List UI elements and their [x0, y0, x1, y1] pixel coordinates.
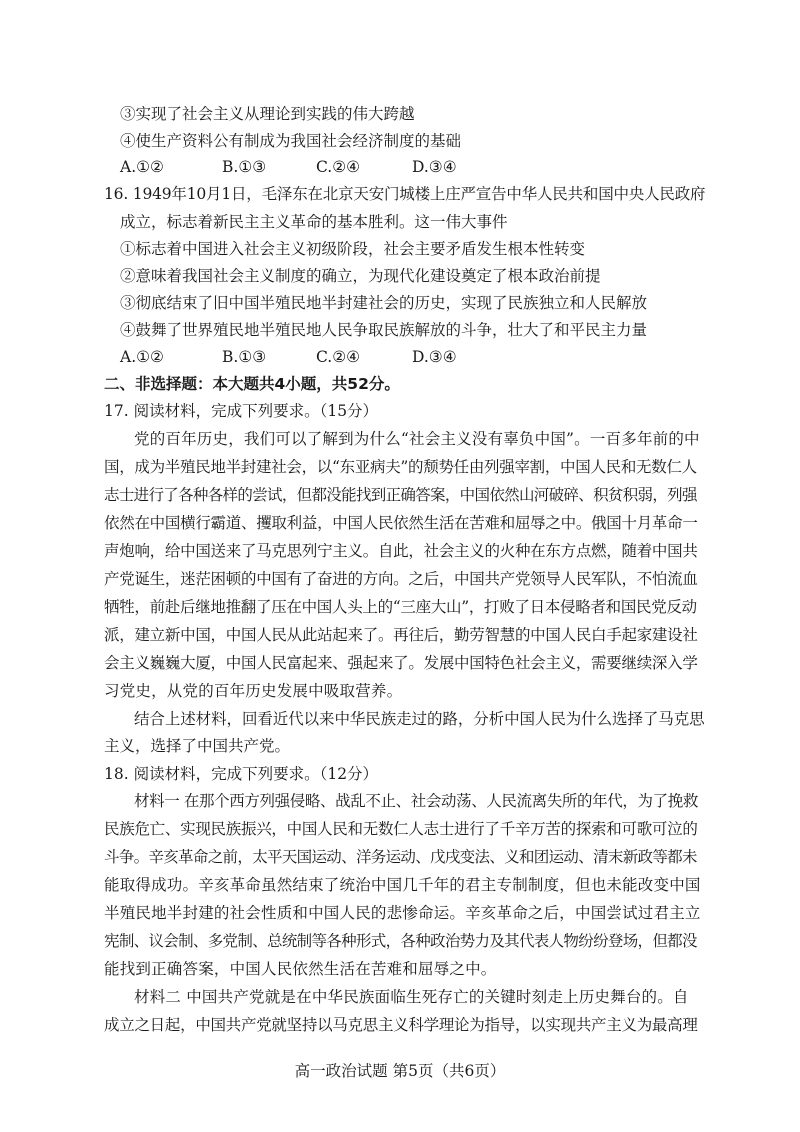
q17-material-line: 志士进行了各种各样的尝试，但都没能找到正确答案，中国依然山河破碎、积贫积弱，列强 — [104, 486, 697, 504]
q18-material-2-line: 成立之日起，中国共产党就坚持以马克思主义科学理论为指导，以实现共产主义为最高理 — [104, 1016, 698, 1034]
q15-option-a: A.①② — [120, 158, 164, 176]
q15-option-d: D.③④ — [412, 158, 457, 176]
q17-question-line: 主义，选择了中国共产党。 — [104, 737, 291, 755]
q15-item-3: ③实现了社会主义从理论到实践的伟大跨越 — [120, 105, 415, 123]
q16-option-a: A.①② — [120, 348, 164, 366]
q16-item-2: ②意味着我国社会主义制度的确立，为现代化建设奠定了根本政治前提 — [120, 267, 601, 285]
q17-material-line: 声炮响，给中国送来了马克思列宁主义。自此，社会主义的火种在东方点燃，随着中国共 — [104, 542, 698, 560]
q16-item-3: ③彻底结束了旧中国半殖民地半封建社会的历史，实现了民族独立和人民解放 — [120, 294, 648, 312]
q17-material-line: 产党诞生，迷茫困顿的中国有了奋进的方向。之后，中国共产党领导人民军队，不怕流血 — [104, 570, 698, 588]
q17-material-line: 党的百年历史，我们可以了解到为什么“社会主义没有辜负中国”。一百多年前的中 — [134, 430, 700, 448]
q18-material-1-line: 民族危亡、实现民族振兴，中国人民和无数仁人志士进行了千辛万苦的探索和可歌可泣的 — [104, 820, 698, 838]
q16-item-4: ④鼓舞了世界殖民地半殖民地人民争取民族解放的斗争，壮大了和平民主力量 — [120, 321, 648, 339]
q18-material-1-line: 半殖民地半封建的社会性质和中国人民的悲惨命运。辛亥革命之后，中国尝试过君主立 — [104, 904, 701, 922]
q16-stem-line-1: 16. 1949年10月1日，毛泽东在北京天安门城楼上庄严宣告中华人民共和国中央人民政府 — [104, 185, 706, 203]
q17-title: 17. 阅读材料，完成下列要求。（15分） — [104, 402, 379, 420]
q18-title: 18. 阅读材料，完成下列要求。（12分） — [104, 765, 379, 783]
q17-material-line: 依然在中国横行霸道、攫取利益，中国人民依然生活在苦难和屈辱之中。俄国十月革命一 — [104, 514, 698, 532]
q17-material-line: 牺牲，前赴后继地推翻了压在中国人头上的“三座大山”，打败了日本侵略者和国民党反动 — [104, 598, 697, 616]
q17-question-line: 结合上述材料，回看近代以来中华民族走过的路，分析中国人民为什么选择了马克思 — [134, 710, 705, 728]
q18-material-2-line: 材料二 中国共产党就是在中华民族面临生死存亡的关键时刻走上历史舞台的。自 — [134, 988, 689, 1006]
q17-material-line: 习党史，从党的百年历史发展中吸取营养。 — [104, 682, 403, 700]
q17-material-line: 国，成为半殖民地半封建社会，以“东亚病夫”的颓势任由列强宰割，中国人民和无数仁人 — [104, 458, 697, 476]
q16-stem-line-2: 成立，标志着新民主主义革命的基本胜利。这一伟大事件 — [120, 213, 508, 231]
q17-material-line: 派，建立新中国，中国人民从此站起来了。再往后，勤劳智慧的中国人民白手起家建设社 — [104, 626, 698, 644]
q15-item-4: ④使生产资料公有制成为我国社会经济制度的基础 — [120, 132, 462, 150]
q16-option-b: B.①③ — [222, 348, 267, 366]
q18-material-1-line: 能找到正确答案，中国人民依然生活在苦难和屈辱之中。 — [104, 960, 497, 978]
q16-item-1: ①标志着中国进入社会主义初级阶段，社会主要矛盾发生根本性转变 — [120, 240, 586, 258]
q18-material-1-line: 斗争。辛亥革命之前，太平天国运动、洋务运动、戊戌变法、义和团运动、清末新政等都未 — [104, 848, 697, 866]
q15-option-b: B.①③ — [222, 158, 267, 176]
section-2-heading: 二、非选择题：本大题共4小题，共52分。 — [104, 375, 400, 393]
q16-option-c: C.②④ — [316, 348, 361, 366]
q18-material-1-line: 能取得成功。辛亥革命虽然结束了统治中国几千年的君主专制制度，但也未能改变中国 — [104, 876, 701, 894]
q15-option-c: C.②④ — [316, 158, 361, 176]
q17-material-line: 会主义巍巍大厦，中国人民富起来、强起来了。发展中国特色社会主义，需要继续深入学 — [104, 654, 698, 672]
page-footer: 高一政治试题 第5页（共6页） — [294, 1062, 506, 1080]
q18-material-1-line: 宪制、议会制、多党制、总统制等各种形式，各种政治势力及其代表人物纷纷登场，但都没 — [104, 932, 697, 950]
q18-material-1-line: 材料一 在那个西方列强侵略、战乱不止、社会动荡、人民流离失所的年代，为了挽救 — [134, 792, 698, 810]
q16-option-d: D.③④ — [412, 348, 457, 366]
